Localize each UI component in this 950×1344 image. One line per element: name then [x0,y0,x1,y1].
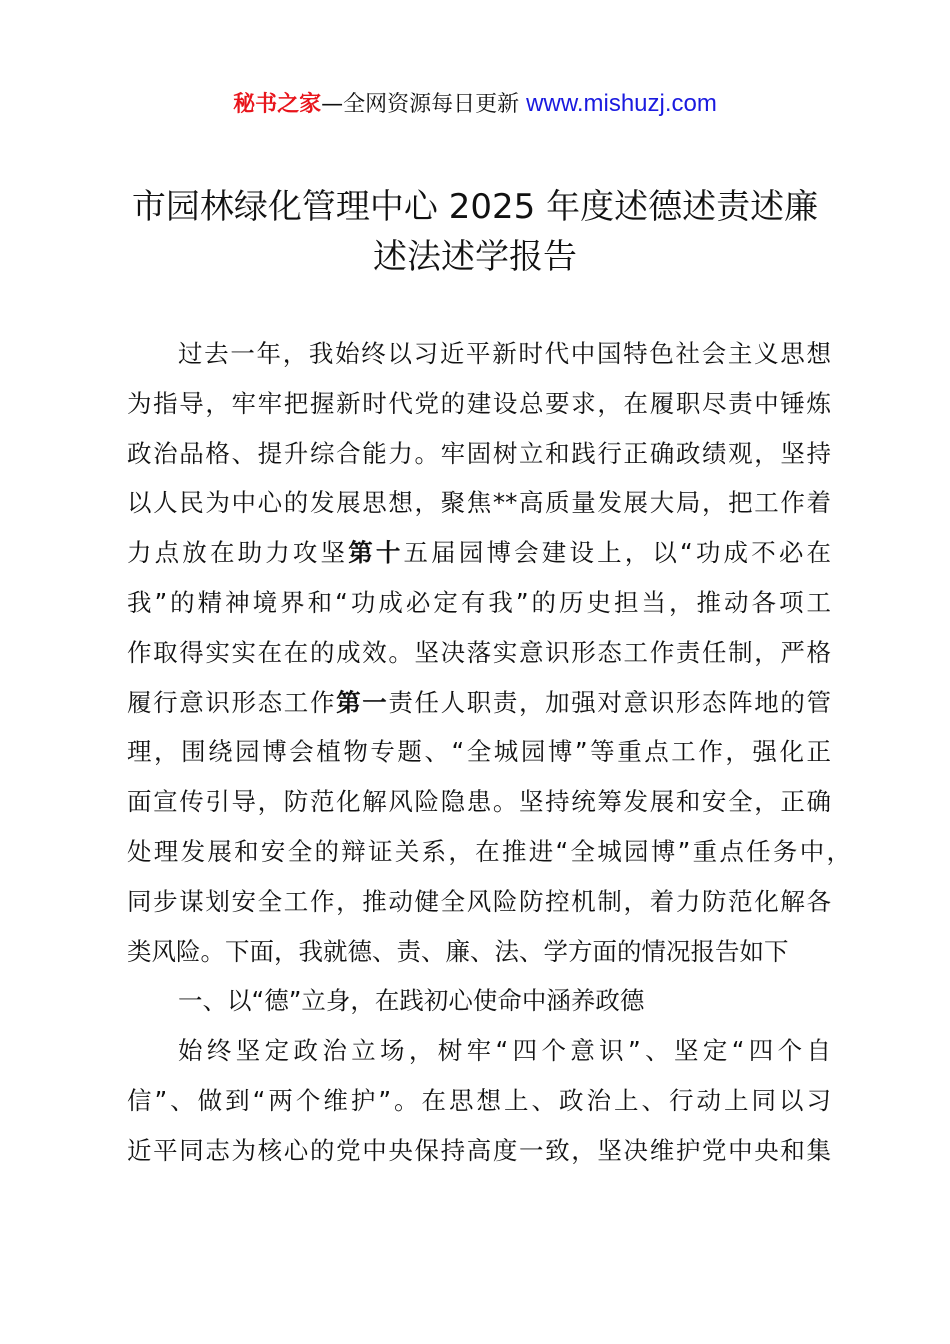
body-text-line [127,877,831,927]
text-segment: 理，围绕园博会植物专题、“全城园博”等重点工作，强化正 [127,737,831,767]
text-segment: 以人民为中心的发展思想，聚焦**高质量发展大局，把工作着 [127,488,831,518]
body-text-line [127,578,831,628]
text-segment: 同步谋划安全工作，推动健全风险防控机制，着力防范化解各 [127,886,831,916]
text-segment: 处理发展和安全的辩证关系，在推进“全城园博”重点任务中， [127,836,851,866]
text-segment: 信”、做到“两个维护”。在思想上、政治上、行动上同以习 [127,1085,831,1115]
text-segment: 类风险。下面，我就德、责、廉、法、学方面的情况报告如下 [127,936,789,966]
text-segment: 一、以“德”立身，在践初心使命中涵养政德 [178,986,645,1016]
body-text-line [127,478,831,528]
body-text-line [127,329,831,379]
title-line-2: 述法述学报告 [373,237,577,277]
text-segment: 我”的精神境界和“功成必定有我”的历史担当，推动各项工 [127,587,831,617]
body-text-line [127,1126,831,1176]
body-text-line [127,528,831,578]
bold-text: 第一 [336,687,389,717]
site-watermark-header [0,88,950,121]
body-text-line [127,727,831,777]
body-text-line [127,678,831,728]
text-segment: 作取得实实在在的成效。坚决落实意识形态工作责任制，严格 [127,637,831,667]
text-segment: 近平同志为核心的党中央保持高度一致，坚决维护党中央和集 [127,1135,831,1165]
title-line-1: 市园林绿化管理中心 2025 年度述德述责述廉 [131,187,819,227]
text-segment: 力点放在助力攻坚 [127,538,349,568]
text-segment: 面宣传引导，防范化解风险隐患。坚持统筹发展和安全，正确 [127,787,831,817]
document-title [0,182,950,282]
body-text-line [127,1026,831,1076]
header-tagline: —全网资源每日更新 [321,92,527,117]
text-segment: 为指导，牢牢把握新时代党的建设总要求，在履职尽责中锤炼 [127,388,831,418]
text-segment: 始终坚定政治立场，树牢“四个意识”、坚定“四个自 [178,1036,831,1066]
body-text-line [127,777,831,827]
body-text-line [127,827,851,877]
body-text-line [127,429,831,479]
body-text-line [127,1076,831,1126]
text-segment: 责任人职责，加强对意识形态阵地的管 [388,687,832,717]
site-url-link[interactable]: www.mishuzj.com [526,90,717,117]
body-text-line [127,628,831,678]
body-text-line [127,927,831,977]
body-text-line [127,976,831,1026]
document-body [127,329,851,1176]
text-segment: 过去一年，我始终以习近平新时代中国特色社会主义思想 [178,339,831,368]
text-segment: 履行意识形态工作 [127,687,337,717]
text-segment: 政治品格、提升综合能力。牢固树立和践行正确政绩观，坚持 [127,438,831,468]
bold-text: 第十 [348,538,404,568]
body-text-line [127,379,831,429]
brand-name: 秘书之家 [233,92,322,117]
text-segment: 五届园博会建设上，以“功成不必在 [403,538,832,568]
